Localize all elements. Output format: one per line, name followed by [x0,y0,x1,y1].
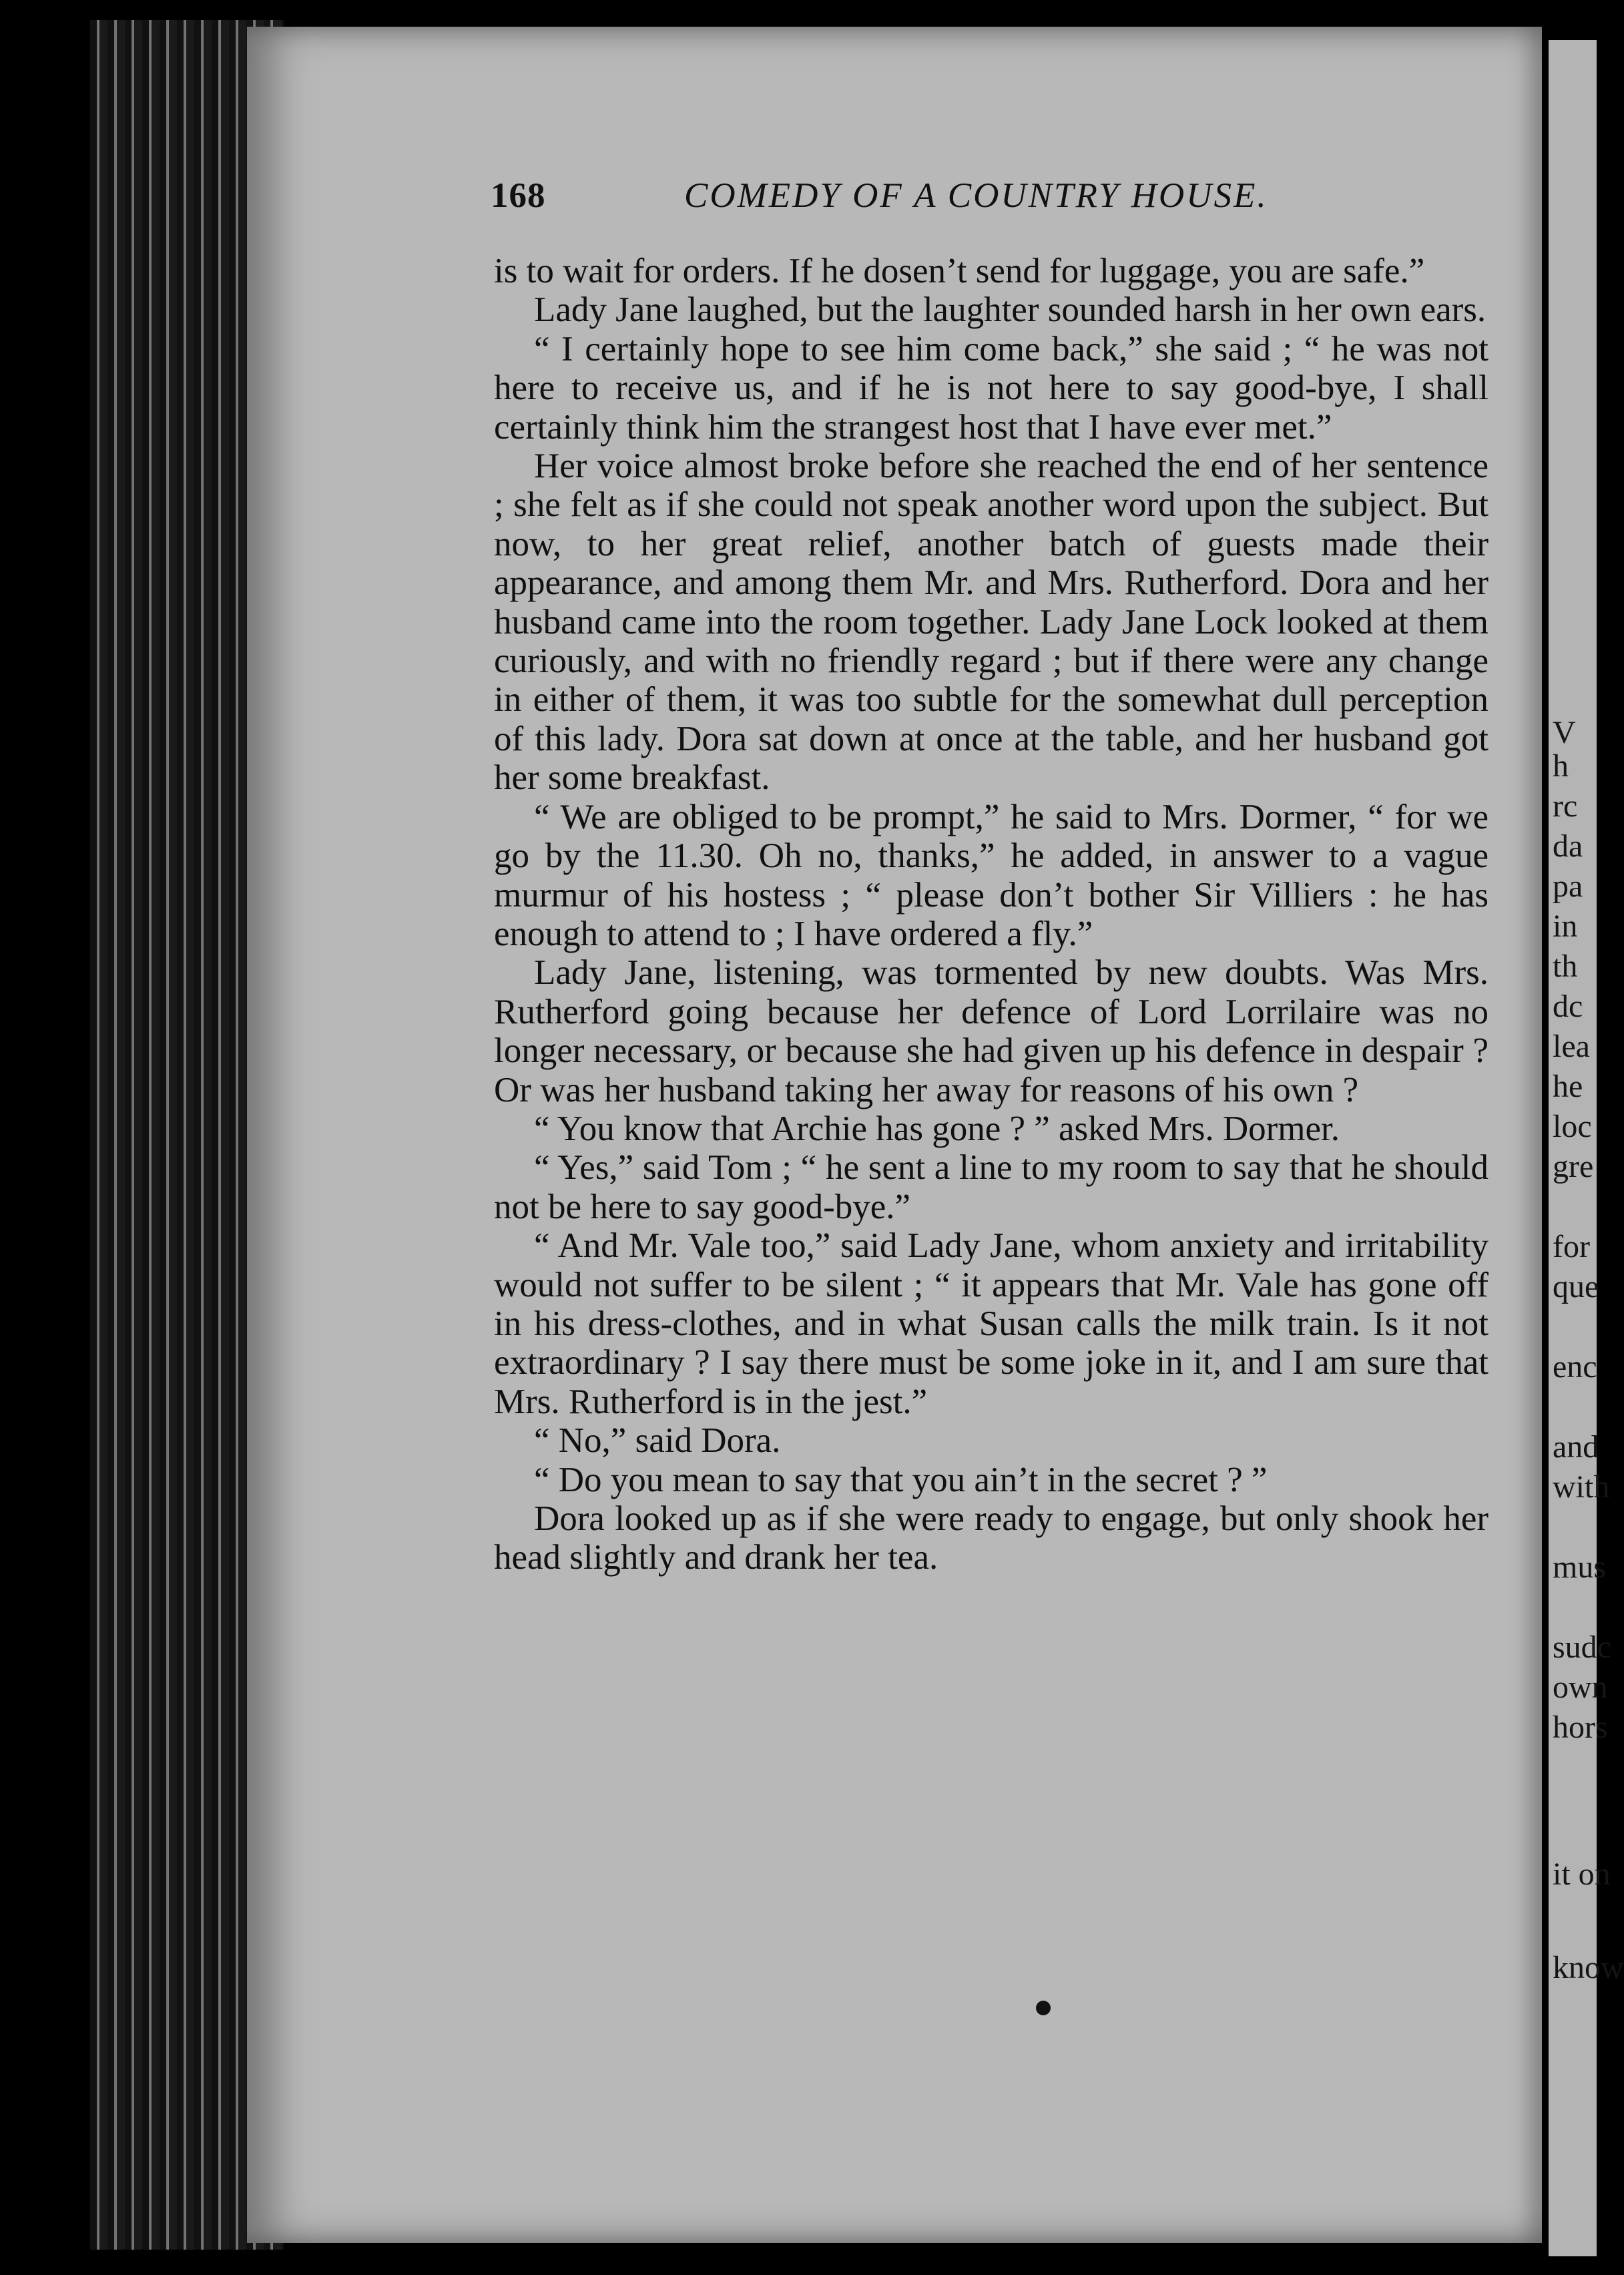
paragraph: “ And Mr. Vale too,” said Lady Jane, whom anxiety and irritability would not suffer to be silent ; “ it appears that Mr. Vale has gone off in his dress-clothes, and in what Susan calls the milk train. Is it not extraordinary ? I say there must be some joke in it, and I am sure that Mrs. Rutherford is in the jest.” [494,1226,1488,1421]
paragraph: “ Yes,” said Tom ; “ he sent a line to my room to say that he should not be here to say good-bye.” [494,1148,1488,1226]
page-header [491,176,1492,222]
paragraph: “ I certainly hope to see him come back,” she said ; “ he was not here to receive us, and if he is not here to say good-bye, I shall certainly think him the strangest host that I have ever met.” [494,329,1488,447]
running-head: COMEDY OF A COUNTRY HOUSE. [684,176,1268,215]
paragraph: “ We are obliged to be prompt,” he said to Mrs. Dormer, “ for we go by the 11.30. Oh no, thanks,” he added, in answer to a vague murmur of his hostess ; “ please don’t bother Sir Villiers : he has enough to attend to ; I have ordered a fly.” [494,797,1488,953]
facing-text-fragment: V [1553,715,1576,750]
paragraph: “ You know that Archie has gone ? ” asked Mrs. Dormer. [534,1109,1340,1148]
facing-text-fragment: mus [1553,1549,1607,1585]
page-number: 168 [491,176,546,215]
facing-text-fragment: know [1553,1950,1624,1985]
facing-text-fragment: sudc [1553,1629,1611,1665]
facing-page-edge [1549,40,1624,2256]
facing-text-fragment: dc [1553,989,1583,1024]
facing-text-fragment: own [1553,1670,1608,1705]
facing-text-fragment: loc [1553,1109,1592,1144]
facing-text-fragment: in [1553,909,1578,944]
paragraph: Lady Jane laughed, but the laughter sounded harsh in her own ears. [534,290,1486,330]
facing-text-fragment: hors [1553,1710,1608,1745]
facing-text-fragment: pa [1553,868,1583,904]
facing-text-fragment: with [1553,1469,1610,1505]
facing-text-fragment: he [1553,1069,1583,1104]
paragraph: is to wait for orders. If he dosen’t send for luggage, you are safe.” [494,252,1425,290]
paragraph: “ No,” said Dora. [534,1421,781,1461]
facing-text-fragment: lea [1553,1029,1590,1064]
facing-text-fragment: it on [1553,1856,1611,1892]
paragraph: Dora looked up as if she were ready to engage, but only shook her head slightly and drank her tea. [494,1499,1488,1577]
facing-text-fragment: rc [1553,788,1578,824]
facing-text-fragment: enc [1553,1349,1597,1384]
facing-text-fragment: and [1553,1429,1599,1465]
facing-text-fragment: que [1553,1269,1599,1304]
facing-text-fragment: gre [1553,1149,1594,1184]
body-text [494,252,1488,1577]
facing-text-fragment: da [1553,828,1583,864]
paragraph: “ Do you mean to say that you ain’t in the secret ? ” [534,1460,1268,1499]
facing-text-fragment: th [1553,949,1578,984]
paragraph: Lady Jane, listening, was tormented by new doubts. Was Mrs. Rutherford going because her defence of Lord Lorrilaire was no longer necessary, or because she had given up his defence in despair ? Or was her husband taking her away for reasons of his own ? [494,953,1488,1109]
facing-text-fragment: for [1553,1229,1590,1264]
paragraph: Her voice almost broke before she reached the end of her sentence ; she felt as if she could not speak another word upon the subject. But now, to her great relief, another batch of guests made their appearance, and among them Mr. and Mrs. Rutherford. Dora and her husband came into the room together. Lady Jane Lock looked at them curiously, and with no friendly regard ; but if there were any change in either of them, it was too subtle for the somewhat dull perception of this lady. Dora sat down at once at the table, and her husband got her some breakfast. [494,447,1488,798]
facing-text-fragment: h [1553,748,1569,784]
ink-dot [1036,2001,1051,2015]
